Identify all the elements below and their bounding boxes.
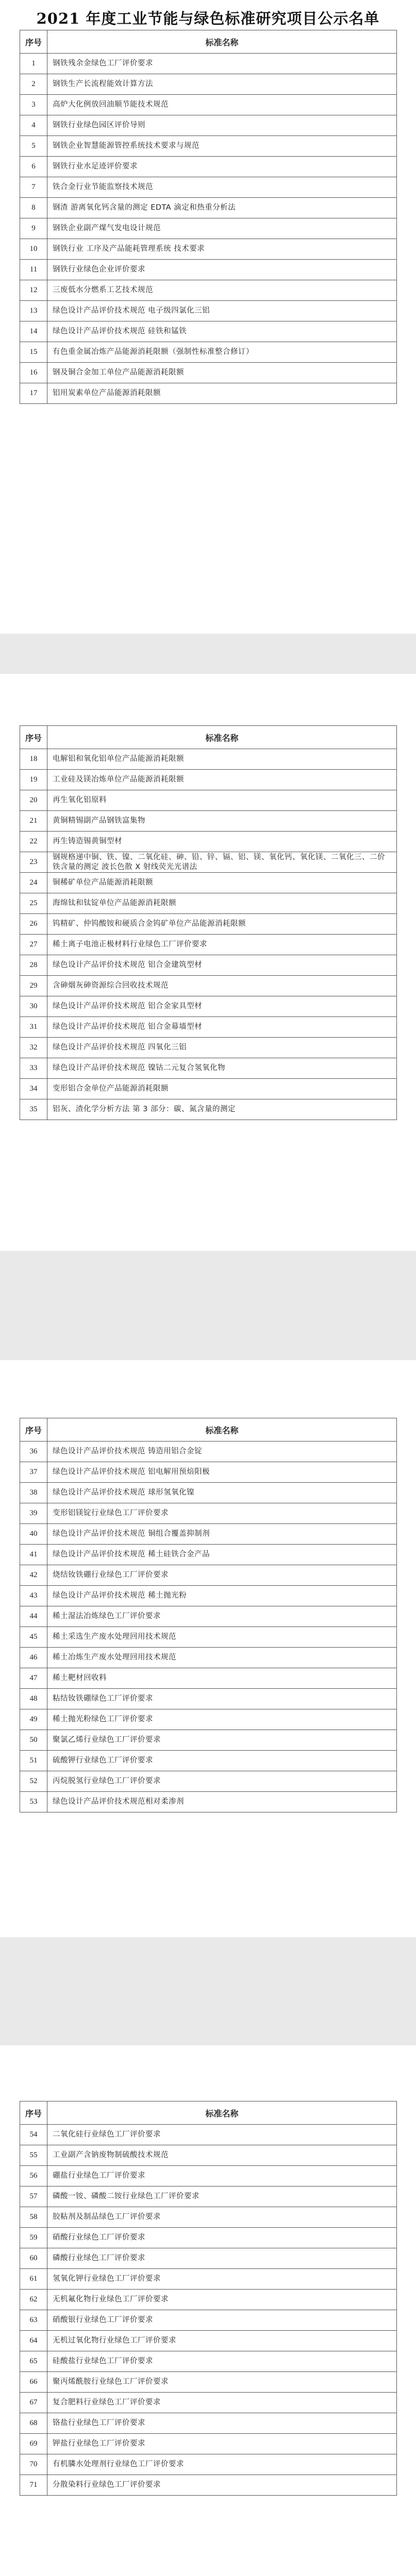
table-row xyxy=(20,2145,397,2166)
standard-name: 胶粘剂及制品绿色工厂评价要求 xyxy=(47,2207,397,2228)
table-row xyxy=(20,873,397,893)
row-number: 40 xyxy=(20,1524,47,1545)
row-number: 35 xyxy=(20,1099,47,1120)
standard-name: 钢规格递中铜、铁、镍、二氧化硅、砷、铅、锌、镉、铝、镁、氧化钙、氧化镁、二氧化三、二价铁含量的测定 波长色散 X 射线荧光光谱法 xyxy=(47,852,397,873)
header-standard-name: 标准名称 xyxy=(47,726,397,749)
table-row xyxy=(20,1606,397,1627)
table-row xyxy=(20,2187,397,2207)
row-number: 10 xyxy=(20,239,47,260)
standard-name: 绿色设计产品评价技术规范相对柔渗剂 xyxy=(47,1792,397,1812)
table-row xyxy=(20,1689,397,1709)
table-header-row xyxy=(20,726,397,749)
row-number: 54 xyxy=(20,2125,47,2145)
standard-name: 钢铁残余金绿色工厂评价要求 xyxy=(47,54,397,74)
row-number: 68 xyxy=(20,2413,47,2434)
table-row xyxy=(20,832,397,852)
table-row xyxy=(20,1751,397,1771)
standard-name: 绿色设计产品评价技术规范 镍钴二元复合氢氧化物 xyxy=(47,1058,397,1079)
row-number: 41 xyxy=(20,1545,47,1565)
row-number: 24 xyxy=(20,873,47,893)
table-row xyxy=(20,198,397,218)
standard-name: 铁合金行业节能监察技术规范 xyxy=(47,177,397,198)
row-number: 42 xyxy=(20,1565,47,1586)
table-row xyxy=(20,1462,397,1483)
row-number: 66 xyxy=(20,2372,47,2393)
standard-name: 分散染料行业绿色工厂评价要求 xyxy=(47,2475,397,2496)
row-number: 39 xyxy=(20,1503,47,1524)
table-row xyxy=(20,280,397,301)
standard-name: 硝酸银行业绿色工厂评价要求 xyxy=(47,2310,397,2331)
table-row xyxy=(20,1648,397,1668)
standards-table xyxy=(20,30,397,404)
standard-name: 钢渣 游离氧化钙含量的测定 EDTA 滴定和热重分析法 xyxy=(47,198,397,218)
standard-name: 铝灰、渣化学分析方法 第 3 部分：碳、氮含量的测定 xyxy=(47,1099,397,1120)
row-number: 33 xyxy=(20,1058,47,1079)
row-number: 13 xyxy=(20,301,47,321)
table-row xyxy=(20,1503,397,1524)
table-row xyxy=(20,1099,397,1120)
table-row xyxy=(20,914,397,935)
standard-name: 硼盐行业绿色工厂评价要求 xyxy=(47,2166,397,2187)
table-header-row xyxy=(20,2102,397,2125)
row-number: 11 xyxy=(20,260,47,280)
table-row xyxy=(20,976,397,996)
row-number: 52 xyxy=(20,1771,47,1792)
row-number: 27 xyxy=(20,935,47,955)
table-row xyxy=(20,1792,397,1812)
row-number: 21 xyxy=(20,811,47,832)
header-number: 序号 xyxy=(20,1418,47,1442)
row-number: 15 xyxy=(20,342,47,363)
table-row xyxy=(20,260,397,280)
table-row xyxy=(20,2434,397,2454)
table-row xyxy=(20,1524,397,1545)
row-number: 65 xyxy=(20,2351,47,2372)
row-number: 20 xyxy=(20,790,47,811)
standard-name: 铜稀矿单位产品能源消耗限额 xyxy=(47,873,397,893)
standard-name: 铬盐行业绿色工厂评价要求 xyxy=(47,2413,397,2434)
table-row xyxy=(20,1483,397,1503)
row-number: 67 xyxy=(20,2393,47,2413)
standard-name: 聚氯乙烯行业绿色工厂评价要求 xyxy=(47,1730,397,1751)
row-number: 69 xyxy=(20,2434,47,2454)
standard-name: 无机过氧化物行业绿色工厂评价要求 xyxy=(47,2331,397,2351)
table-row xyxy=(20,2125,397,2145)
row-number: 64 xyxy=(20,2331,47,2351)
standard-name: 钢铁行业绿色企业评价要求 xyxy=(47,260,397,280)
row-number: 55 xyxy=(20,2145,47,2166)
row-number: 51 xyxy=(20,1751,47,1771)
row-number: 22 xyxy=(20,832,47,852)
standard-name: 有色重金属冶炼产品能源消耗限额（强制性标准整合修订） xyxy=(47,342,397,363)
standard-name: 无机氟化物行业绿色工厂评价要求 xyxy=(47,2290,397,2310)
table-row xyxy=(20,218,397,239)
header-standard-name: 标准名称 xyxy=(47,1418,397,1442)
row-number: 50 xyxy=(20,1730,47,1751)
standard-name: 黄铜精锡副产品钢铁富集物 xyxy=(47,811,397,832)
standard-name: 稀土冶炼生产废水处理回用技术规范 xyxy=(47,1648,397,1668)
table-row xyxy=(20,2310,397,2331)
table-row xyxy=(20,2454,397,2475)
row-number: 58 xyxy=(20,2207,47,2228)
table-row xyxy=(20,363,397,383)
row-number: 56 xyxy=(20,2166,47,2187)
table-row xyxy=(20,2351,397,2372)
standard-name: 稀土抛光粉绿色工厂评价要求 xyxy=(47,1709,397,1730)
table-row xyxy=(20,2207,397,2228)
row-number: 9 xyxy=(20,218,47,239)
table-row xyxy=(20,1586,397,1606)
row-number: 5 xyxy=(20,136,47,157)
standard-name: 硝酸行业绿色工厂评价要求 xyxy=(47,2228,397,2248)
standard-name: 绿色设计产品评价技术规范 铝合金家具型材 xyxy=(47,996,397,1017)
standard-name: 三废低水分燃系工艺技术规范 xyxy=(47,280,397,301)
standard-name: 绿色设计产品评价技术规范 铜组合覆盖抑制剂 xyxy=(47,1524,397,1545)
table-header-row xyxy=(20,30,397,54)
standard-name: 丙烷脱氢行业绿色工厂评价要求 xyxy=(47,1771,397,1792)
row-number: 57 xyxy=(20,2187,47,2207)
header-number: 序号 xyxy=(20,30,47,54)
header-number: 序号 xyxy=(20,726,47,749)
table-row xyxy=(20,2228,397,2248)
row-number: 47 xyxy=(20,1668,47,1689)
row-number: 6 xyxy=(20,157,47,177)
standard-name: 磷酸一铵、磷酸二铵行业绿色工厂评价要求 xyxy=(47,2187,397,2207)
standard-name: 工业副产含钠废物制硫酸技术规范 xyxy=(47,2145,397,2166)
standard-name: 绿色设计产品评价技术规范 铸造用铝合金锭 xyxy=(47,1442,397,1462)
table-row xyxy=(20,2372,397,2393)
standard-name: 电解铝和氧化铝单位产品能源消耗限额 xyxy=(47,749,397,770)
table-row xyxy=(20,790,397,811)
standard-name: 钢及铜合金加工单位产品能源消耗限额 xyxy=(47,363,397,383)
row-number: 70 xyxy=(20,2454,47,2475)
standard-name: 稀土离子电池正极材料行业绿色工厂评价要求 xyxy=(47,935,397,955)
table-row xyxy=(20,157,397,177)
table-row xyxy=(20,239,397,260)
row-number: 37 xyxy=(20,1462,47,1483)
row-number: 3 xyxy=(20,95,47,115)
standard-name: 再生铸造锡黄铜型材 xyxy=(47,832,397,852)
row-number: 46 xyxy=(20,1648,47,1668)
header-standard-name: 标准名称 xyxy=(47,30,397,54)
row-number: 63 xyxy=(20,2310,47,2331)
row-number: 2 xyxy=(20,74,47,95)
table-row xyxy=(20,2248,397,2269)
standard-name: 绿色设计产品评价技术规范 铝电解用预焙阳极 xyxy=(47,1462,397,1483)
standard-name: 氢氧化钾行业绿色工厂评价要求 xyxy=(47,2269,397,2290)
header-number: 序号 xyxy=(20,2102,47,2125)
standard-name: 钢铁行业绿色园区评价导则 xyxy=(47,115,397,136)
row-number: 45 xyxy=(20,1627,47,1648)
row-number: 7 xyxy=(20,177,47,198)
table-row xyxy=(20,770,397,790)
header-standard-name: 标准名称 xyxy=(47,2102,397,2125)
table-row xyxy=(20,301,397,321)
standard-name: 钢铁行业水足迹评价要求 xyxy=(47,157,397,177)
table-row xyxy=(20,935,397,955)
standard-name: 绿色设计产品评价技术规范 铝合金幕墙型材 xyxy=(47,1017,397,1038)
document-page-4 xyxy=(0,2045,416,2576)
table-row xyxy=(20,2290,397,2310)
table-row xyxy=(20,2475,397,2496)
row-number: 1 xyxy=(20,54,47,74)
table-row xyxy=(20,1442,397,1462)
document-page-3 xyxy=(0,1360,416,1937)
table-row xyxy=(20,955,397,976)
table-row xyxy=(20,74,397,95)
row-number: 17 xyxy=(20,383,47,404)
standard-name: 绿色设计产品评价技术规范 四氧化三铝 xyxy=(47,1038,397,1058)
table-row xyxy=(20,1627,397,1648)
row-number: 26 xyxy=(20,914,47,935)
standard-name: 再生氧化铝原料 xyxy=(47,790,397,811)
standard-name: 绿色设计产品评价技术规范 硅铁和锰铁 xyxy=(47,321,397,342)
row-number: 60 xyxy=(20,2248,47,2269)
table-row xyxy=(20,1545,397,1565)
row-number: 28 xyxy=(20,955,47,976)
table-row xyxy=(20,893,397,914)
row-number: 12 xyxy=(20,280,47,301)
table-row xyxy=(20,996,397,1017)
standard-name: 稀土靶材回收料 xyxy=(47,1668,397,1689)
standard-name: 绿色设计产品评价技术规范 电子级四氯化三铝 xyxy=(47,301,397,321)
document-title: 2021 年度工业节能与绿色标准研究项目公示名单 xyxy=(36,10,380,27)
standard-name: 绿色设计产品评价技术规范 球形氢氧化镍 xyxy=(47,1483,397,1503)
standard-name: 铝用炭素单位产品能源消耗限额 xyxy=(47,383,397,404)
table-row xyxy=(20,1058,397,1079)
table-row xyxy=(20,1565,397,1586)
table-row xyxy=(20,2166,397,2187)
standard-name: 海绵钛和钛锭单位产品能源消耗限额 xyxy=(47,893,397,914)
table-row xyxy=(20,1668,397,1689)
table-row xyxy=(20,811,397,832)
document-page-1 xyxy=(0,0,416,634)
table-row xyxy=(20,1730,397,1751)
table-row xyxy=(20,2413,397,2434)
standard-name: 钾盐行业绿色工厂评价要求 xyxy=(47,2434,397,2454)
standard-name: 硅酸盐行业绿色工厂评价要求 xyxy=(47,2351,397,2372)
row-number: 43 xyxy=(20,1586,47,1606)
standard-name: 绿色设计产品评价技术规范 铝合金建筑型材 xyxy=(47,955,397,976)
standard-name: 烧结钕铁硼行业绿色工厂评价要求 xyxy=(47,1565,397,1586)
table-row xyxy=(20,1038,397,1058)
table-row xyxy=(20,1771,397,1792)
standard-name: 变形铝合金单位产品能源消耗限额 xyxy=(47,1079,397,1099)
row-number: 4 xyxy=(20,115,47,136)
row-number: 25 xyxy=(20,893,47,914)
table-row xyxy=(20,95,397,115)
standard-name: 稀土湿法冶炼绿色工厂评价要求 xyxy=(47,1606,397,1627)
row-number: 23 xyxy=(20,852,47,873)
standard-name: 稀土采选生产废水处理回用技术规范 xyxy=(47,1627,397,1648)
standards-table xyxy=(20,2101,397,2496)
table-row xyxy=(20,1079,397,1099)
standard-name: 高炉大化例放回油顺节能技术规范 xyxy=(47,95,397,115)
standard-name: 钢铁企业智慧能源管控系统技术要求与规范 xyxy=(47,136,397,157)
row-number: 32 xyxy=(20,1038,47,1058)
standards-table xyxy=(20,1418,397,1812)
table-row xyxy=(20,177,397,198)
standard-name: 复合肥料行业绿色工厂评价要求 xyxy=(47,2393,397,2413)
document-page-2 xyxy=(0,674,416,1251)
table-header-row xyxy=(20,1418,397,1442)
table-row xyxy=(20,1709,397,1730)
standard-name: 绿色设计产品评价技术规范 稀土抛光粉 xyxy=(47,1586,397,1606)
row-number: 30 xyxy=(20,996,47,1017)
row-number: 16 xyxy=(20,363,47,383)
row-number: 71 xyxy=(20,2475,47,2496)
standard-name: 工业硅及镁冶炼单位产品能源消耗限额 xyxy=(47,770,397,790)
table-row xyxy=(20,383,397,404)
row-number: 29 xyxy=(20,976,47,996)
standard-name: 钨精矿、仲钨酸铵和硬质合金钨矿单位产品能源消耗限额 xyxy=(47,914,397,935)
table-row xyxy=(20,1017,397,1038)
standard-name: 粘结钕铁硼绿色工厂评价要求 xyxy=(47,1689,397,1709)
standard-name: 硫酸钾行业绿色工厂评价要求 xyxy=(47,1751,397,1771)
table-row xyxy=(20,852,397,873)
table-row xyxy=(20,2331,397,2351)
table-row xyxy=(20,2269,397,2290)
standard-name: 聚丙烯酰胺行业绿色工厂评价要求 xyxy=(47,2372,397,2393)
row-number: 38 xyxy=(20,1483,47,1503)
row-number: 53 xyxy=(20,1792,47,1812)
row-number: 49 xyxy=(20,1709,47,1730)
row-number: 34 xyxy=(20,1079,47,1099)
standards-table xyxy=(20,725,397,1120)
table-row xyxy=(20,136,397,157)
standard-name: 钢铁生产长流程能效计算方法 xyxy=(47,74,397,95)
row-number: 48 xyxy=(20,1689,47,1709)
row-number: 61 xyxy=(20,2269,47,2290)
row-number: 62 xyxy=(20,2290,47,2310)
row-number: 36 xyxy=(20,1442,47,1462)
row-number: 31 xyxy=(20,1017,47,1038)
row-number: 19 xyxy=(20,770,47,790)
table-row xyxy=(20,115,397,136)
table-row xyxy=(20,321,397,342)
standard-name: 钢铁行业 工序及产品能耗管理系统 技术要求 xyxy=(47,239,397,260)
table-row xyxy=(20,749,397,770)
row-number: 14 xyxy=(20,321,47,342)
row-number: 44 xyxy=(20,1606,47,1627)
row-number: 18 xyxy=(20,749,47,770)
row-number: 59 xyxy=(20,2228,47,2248)
standard-name: 钢铁企业副产煤气发电设计规范 xyxy=(47,218,397,239)
table-row xyxy=(20,2393,397,2413)
table-row xyxy=(20,54,397,74)
standard-name: 变形铝镁锭行业绿色工厂评价要求 xyxy=(47,1503,397,1524)
standard-name: 有机膦水处理剂行业绿色工厂评价要求 xyxy=(47,2454,397,2475)
standard-name: 含砷烟灰砷资源综合回收技术规范 xyxy=(47,976,397,996)
table-row xyxy=(20,342,397,363)
row-number: 8 xyxy=(20,198,47,218)
standard-name: 绿色设计产品评价技术规范 稀土硅铁合金产品 xyxy=(47,1545,397,1565)
standard-name: 二氧化硅行业绿色工厂评价要求 xyxy=(47,2125,397,2145)
standard-name: 磷酸行业绿色工厂评价要求 xyxy=(47,2248,397,2269)
